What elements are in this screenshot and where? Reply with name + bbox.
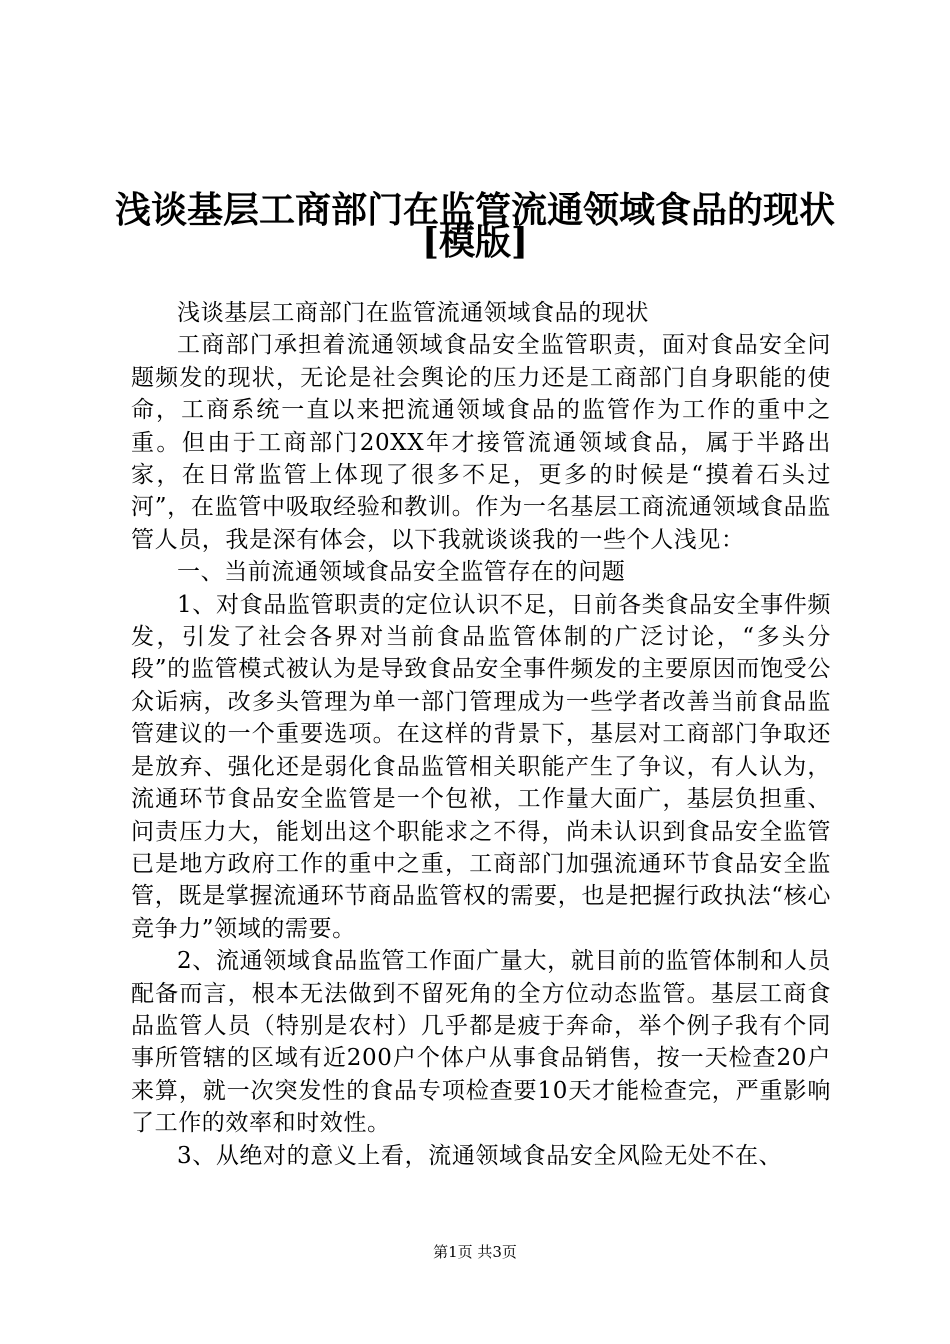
page-number-footer: 第1页 共3页 [433, 1243, 517, 1261]
document-title-line-2: [模版] [421, 221, 529, 263]
paragraph-point-1: 1、对食品监管职责的定位认识不足，日前各类食品安全事件频发，引发了社会各界对当前食品监管体制的广泛讨论，“多头分段”的监管模式被认为是导致食品安全事件频发的主要原因而饱受公众诟病，改多头管理为单一部门管理成为一些学者改善当前食品监管建议的一个重要选项。在这样的背景下，基层对工商部门争取还是放弃、强化还是弱化食品监管相关职能产生了争议，有人认为，流通环节食品安全监管是一个包袱，工作量大面广，基层负担重、问责压力大，能划出这个职能求之不得，尚未认识到食品安全监管已是地方政府工作的重中之重，工商部门加强流通环节食品安全监管，既是掌握流通环节商品监管权的需要，也是把握行政执法“核心竞争力”领域的需要。 [131, 591, 831, 942]
section-heading: 一、当前流通领域食品安全监管存在的问题 [177, 559, 626, 586]
paragraph-intro: 工商部门承担着流通领域食品安全监管职责，面对食品安全问题频发的现状，无论是社会舆论的压力还是工商部门自身职能的使命，工商系统一直以来把流通领域食品的监管作为工作的重中之重。但由于工商部门20XX年才接管流通领域食品，属于半路出家，在日常监管上体现了很多不足，更多的时候是“摸着石头过河”，在监管中吸取经验和教训。作为一名基层工商流通领域食品监管人员，我是深有体会，以下我就谈谈我的一些个人浅见： [131, 332, 831, 553]
document-body [131, 297, 831, 1172]
document-title-line-1: 浅谈基层工商部门在监管流通领域食品的现状 [114, 189, 835, 231]
document-subtitle: 浅谈基层工商部门在监管流通领域食品的现状 [177, 300, 649, 326]
paragraph-point-2: 2、流通领域食品监管工作面广量大，就目前的监管体制和人员配备而言，根本无法做到不留死角的全方位动态监管。基层工商食品监管人员（特别是农村）几乎都是疲于奔命，举个例子我有个同事所管辖的区域有近200户个体户从事食品销售，按一天检查20户来算，就一次突发性的食品专项检查要10天才能检查完，严重影响了工作的效率和时效性。 [131, 948, 831, 1137]
paragraph-point-3: 3、从绝对的意义上看，流通领域食品安全风险无处不在、 [177, 1142, 783, 1169]
